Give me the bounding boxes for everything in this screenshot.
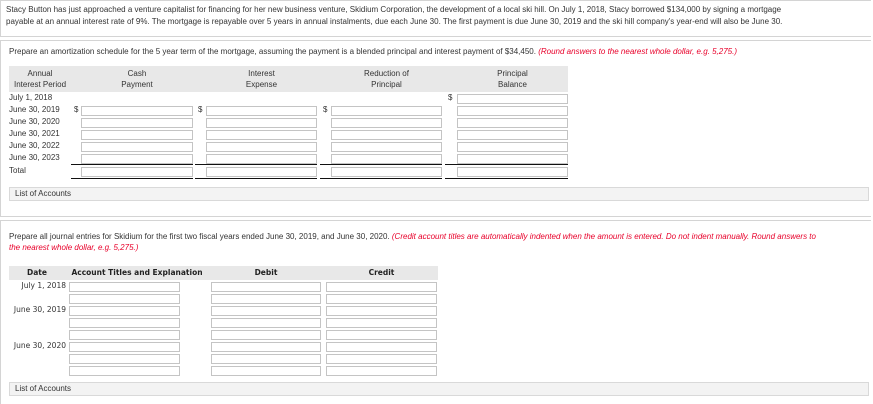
credit-input-3[interactable] <box>326 306 437 316</box>
journal-entries-panel <box>0 220 871 404</box>
entry-date-june-30-2020: June 30, 2020 <box>13 341 66 350</box>
amortization-schedule-panel <box>0 40 871 217</box>
dollar-sign-interest: $ <box>198 105 203 114</box>
debit-input-7[interactable] <box>211 354 321 364</box>
debit-input-5[interactable] <box>211 330 321 340</box>
problem-text-line-2: payable at an annual interest rate of 9%. The mortgage is repayable over 5 years in annual instalments, due each June 30. The first payment is due June 30, 2019 and the ski hill company's year-end will also be June 30. <box>6 17 783 26</box>
account-title-input-7[interactable] <box>69 354 180 364</box>
row-label-june-30-2021: June 30, 2021 <box>9 129 60 138</box>
debit-input-3[interactable] <box>211 306 321 316</box>
credit-input-7[interactable] <box>326 354 437 364</box>
debit-input-4[interactable] <box>211 318 321 328</box>
row-label-june-30-2023: June 30, 2023 <box>9 153 60 162</box>
row-label-june-30-2019: June 30, 2019 <box>9 105 60 114</box>
principal-balance-input-2020[interactable] <box>457 118 568 128</box>
principal-balance-input-2021[interactable] <box>457 130 568 140</box>
principal-balance-input-2022[interactable] <box>457 142 568 152</box>
row-label-total: Total <box>9 166 26 175</box>
total-rule-balance <box>445 178 568 179</box>
cash-payment-total-input[interactable] <box>81 167 193 177</box>
debit-input-8[interactable] <box>211 366 321 376</box>
interest-expense-input-2022[interactable] <box>206 142 317 152</box>
cash-payment-input-2020[interactable] <box>81 118 193 128</box>
dollar-sign-balance-initial: $ <box>448 93 453 102</box>
header-account-titles: Account Titles and Explanation <box>71 268 203 277</box>
cash-payment-input-2023[interactable] <box>81 154 193 164</box>
credit-input-6[interactable] <box>326 342 437 352</box>
reduction-principal-input-2021[interactable] <box>331 130 442 140</box>
subtotal-rule-reduction <box>320 164 442 165</box>
subtotal-rule-cash <box>71 164 193 165</box>
account-title-input-5[interactable] <box>69 330 180 340</box>
header-credit: Credit <box>368 268 395 277</box>
account-title-input-3[interactable] <box>69 306 180 316</box>
interest-expense-input-2019[interactable] <box>206 106 317 116</box>
rounding-note: (Round answers to the nearest whole dollar, e.g. 5,275.) <box>538 47 737 56</box>
debit-input-6[interactable] <box>211 342 321 352</box>
row-label-june-30-2022: June 30, 2022 <box>9 141 60 150</box>
credit-input-1[interactable] <box>326 282 437 292</box>
header-debit: Debit <box>254 268 278 277</box>
list-of-accounts-button-part1[interactable]: List of Accounts <box>9 187 869 201</box>
journal-instruction-text: Prepare all journal entries for Skidium for the first two fiscal years ended June 30, 2019, and June 30, 2020. <box>9 232 392 241</box>
principal-balance-input-july-1-2018[interactable] <box>457 94 568 104</box>
principal-balance-total-input[interactable] <box>457 167 568 177</box>
total-rule-interest <box>195 178 317 179</box>
credit-input-5[interactable] <box>326 330 437 340</box>
account-title-input-2[interactable] <box>69 294 180 304</box>
header-interest-expense: Interest Expense <box>245 69 278 89</box>
interest-expense-input-2020[interactable] <box>206 118 317 128</box>
account-title-input-6[interactable] <box>69 342 180 352</box>
row-label-july-1-2018: July 1, 2018 <box>9 93 53 102</box>
reduction-principal-input-2019[interactable] <box>331 106 442 116</box>
header-date: Date <box>27 268 47 277</box>
interest-expense-input-2021[interactable] <box>206 130 317 140</box>
cash-payment-input-2021[interactable] <box>81 130 193 140</box>
credit-input-2[interactable] <box>326 294 437 304</box>
credit-input-8[interactable] <box>326 366 437 376</box>
interest-expense-total-input[interactable] <box>206 167 317 177</box>
debit-input-1[interactable] <box>211 282 321 292</box>
reduction-principal-total-input[interactable] <box>331 167 442 177</box>
entry-date-june-30-2019: June 30, 2019 <box>13 305 66 314</box>
journal-note-line-2: the nearest whole dollar, e.g. 5,275.) <box>9 243 139 252</box>
row-label-june-30-2020: June 30, 2020 <box>9 117 60 126</box>
journal-instruction <box>9 231 816 253</box>
dollar-sign-cash: $ <box>74 105 79 114</box>
total-rule-cash <box>71 178 193 179</box>
reduction-principal-input-2022[interactable] <box>331 142 442 152</box>
reduction-principal-input-2023[interactable] <box>331 154 442 164</box>
principal-balance-input-2023[interactable] <box>457 154 568 164</box>
header-cash-payment: Cash Payment <box>121 69 153 89</box>
debit-input-2[interactable] <box>211 294 321 304</box>
header-principal-balance: Principal Balance <box>497 69 528 89</box>
header-reduction-of-principal: Reduction of Principal <box>364 69 409 89</box>
list-of-accounts-button-part2[interactable]: List of Accounts <box>9 382 869 396</box>
reduction-principal-input-2020[interactable] <box>331 118 442 128</box>
instruction-text: Prepare an amortization schedule for the 5 year term of the mortgage, assuming the payment is a blended principal and interest payment of $34,450. <box>9 47 539 56</box>
entry-date-july-1-2018: July 1, 2018 <box>21 281 66 290</box>
problem-text-line-1: Stacy Button has just approached a venture capitalist for financing for her new business venture, Skidium Corporation, the development of a local ski hill. On July 1, 2018, Stacy borrowed $134,000 by signing a mortgage <box>6 5 782 14</box>
subtotal-rule-balance <box>445 164 568 165</box>
account-title-input-1[interactable] <box>69 282 180 292</box>
cash-payment-input-2022[interactable] <box>81 142 193 152</box>
header-interest-period: Annual Interest Period <box>13 69 67 89</box>
cash-payment-input-2019[interactable] <box>81 106 193 116</box>
credit-input-4[interactable] <box>326 318 437 328</box>
total-rule-reduction <box>320 178 442 179</box>
problem-statement <box>0 0 871 37</box>
interest-expense-input-2023[interactable] <box>206 154 317 164</box>
account-title-input-4[interactable] <box>69 318 180 328</box>
subtotal-rule-interest <box>195 164 317 165</box>
amortization-instruction <box>9 46 737 57</box>
dollar-sign-reduction: $ <box>323 105 328 114</box>
journal-note-line-1: (Credit account titles are automatically indented when the amount is entered. Do not indent manually. Round answers to <box>391 232 816 241</box>
principal-balance-input-2019[interactable] <box>457 106 568 116</box>
account-title-input-8[interactable] <box>69 366 180 376</box>
